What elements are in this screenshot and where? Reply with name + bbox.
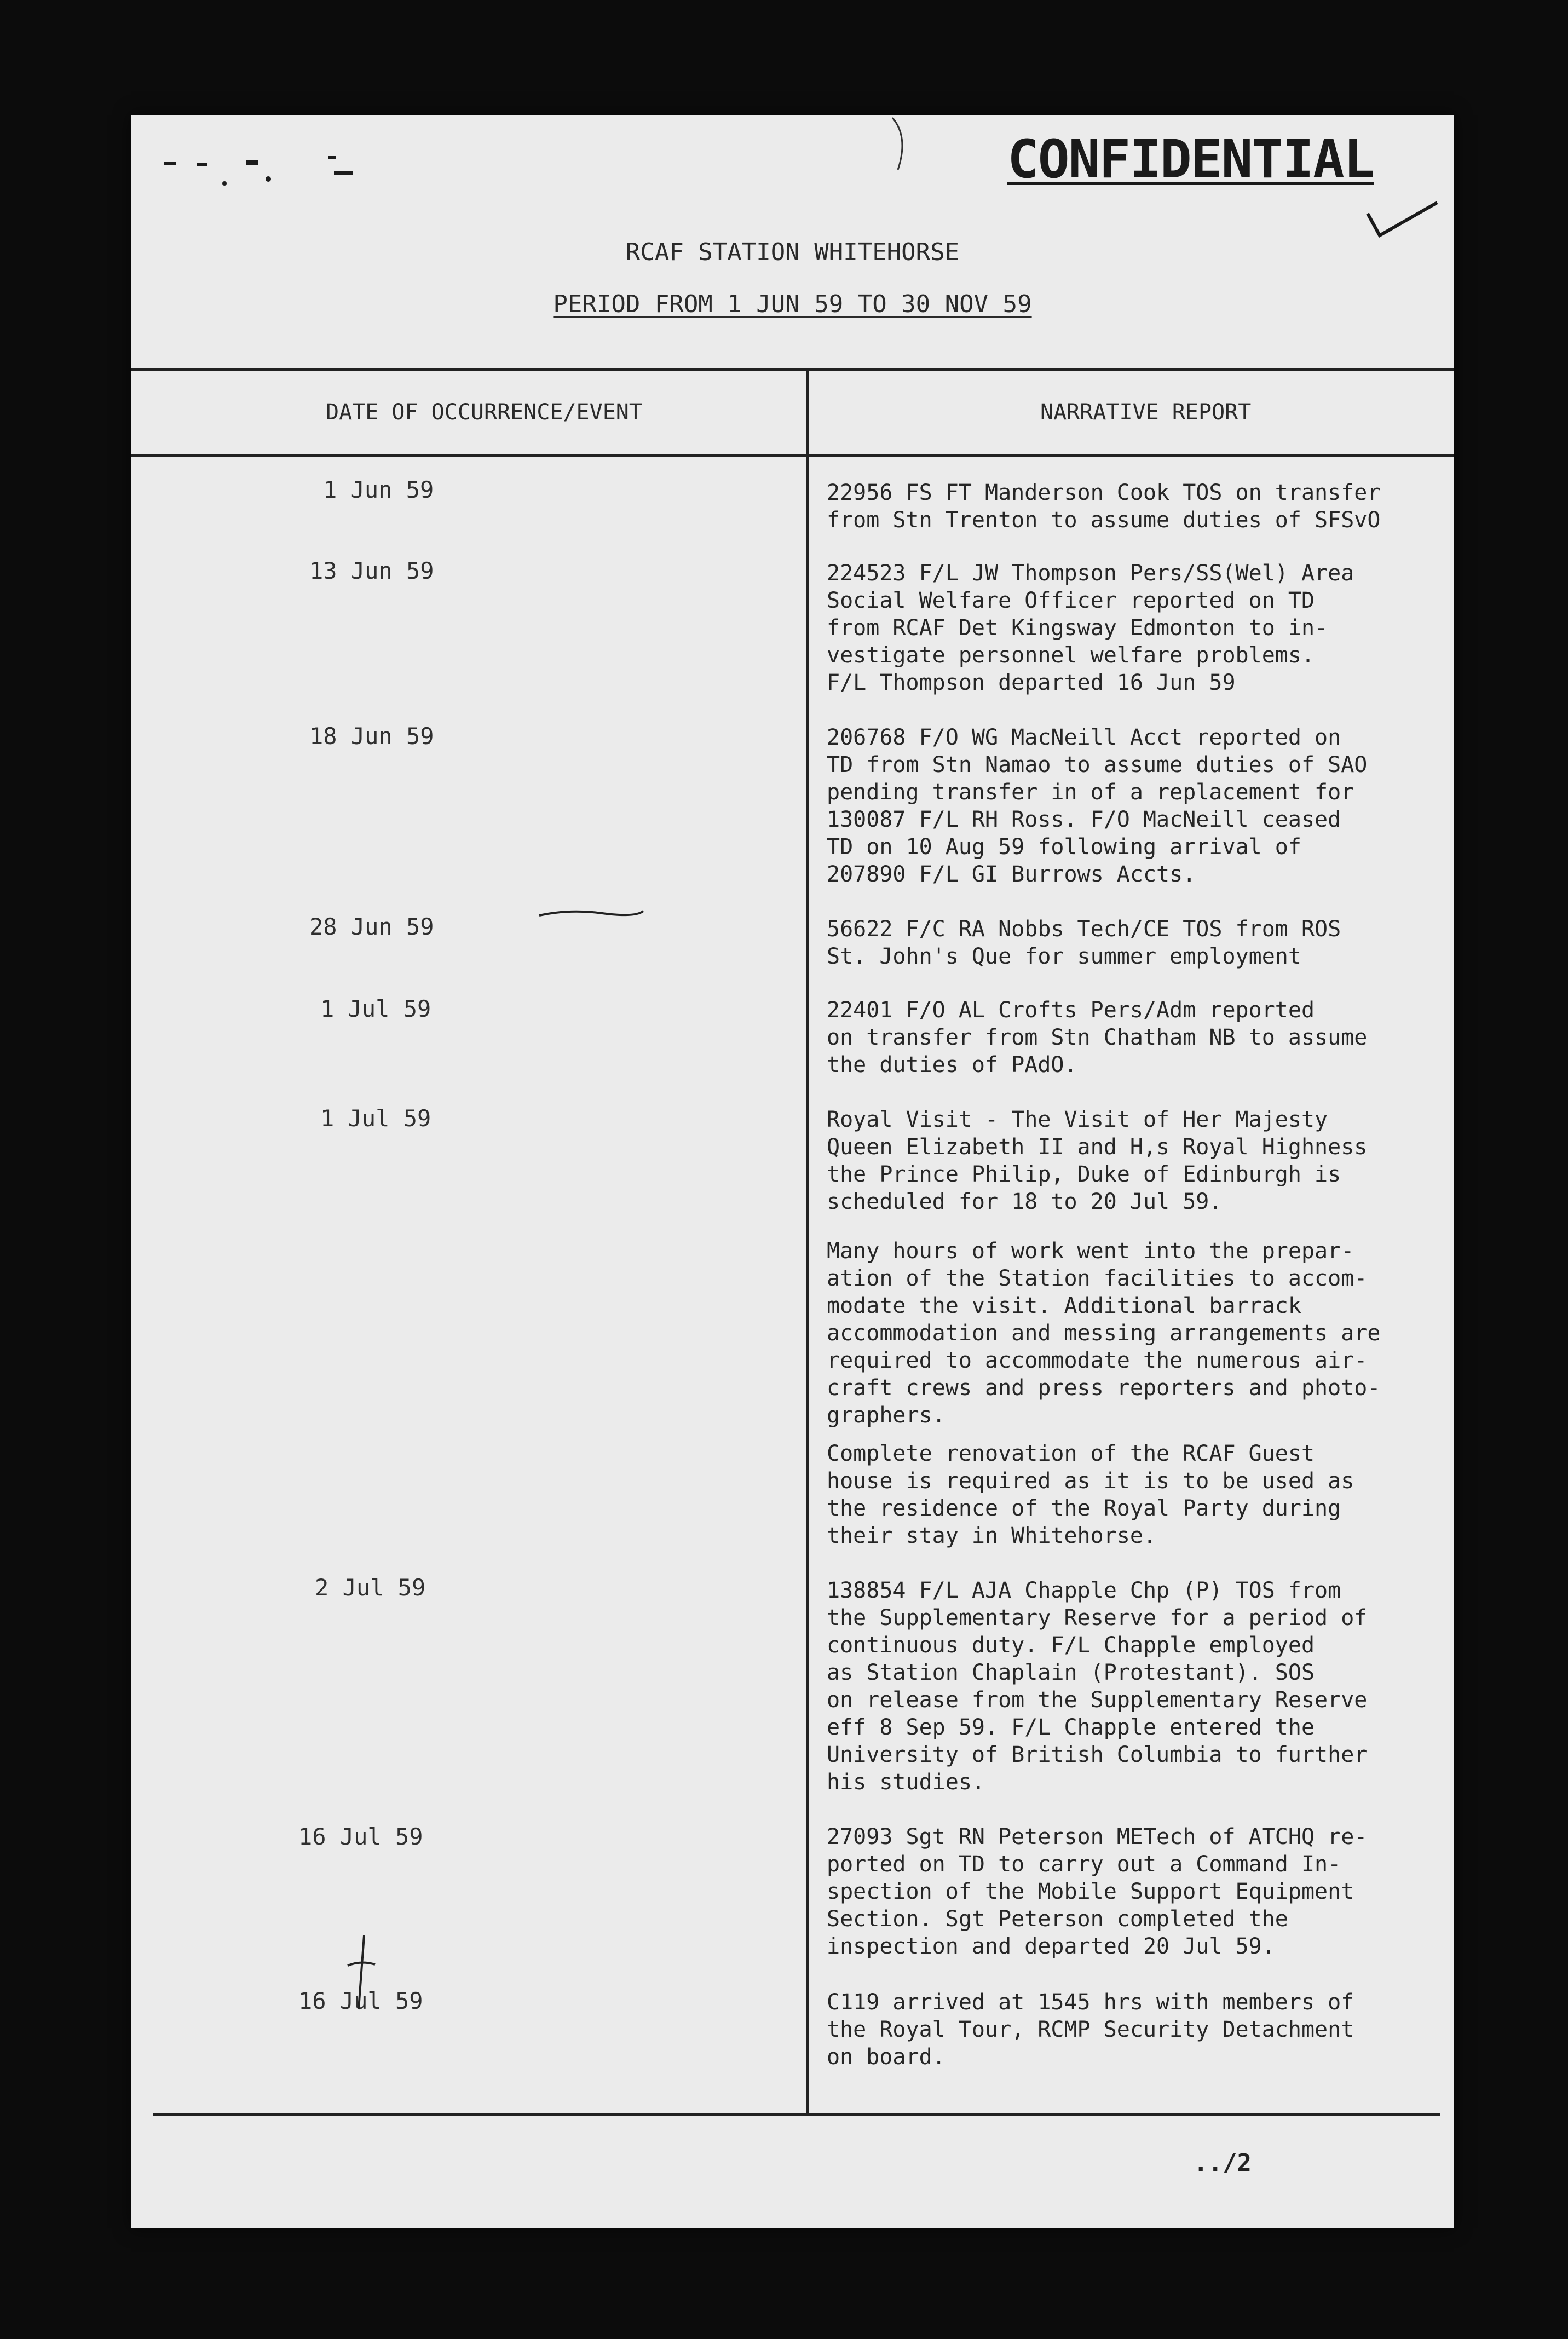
entry-date: 13 Jun 59 — [309, 557, 434, 584]
entry-narrative: 27093 Sgt RN Peterson METech of ATCHQ re- ported on TD to carry out a Command In- spection of the Mobile Support Equipment Section. Sgt Peterson completed the inspection and departed 20 Jul 59. — [827, 1824, 1368, 1959]
header-bottom-rule — [131, 454, 1454, 457]
entry-narrative: Many hours of work went into the prepar- ation of the Station facilities to accom- modate the visit. Additional barrack accommodation and messing arrangements are required to accommodate the numerous air- craft crews and press reporters and photo- graphers. — [827, 1238, 1381, 1428]
page-number: ../2 — [1194, 2149, 1252, 2177]
entry-date: 1 Jun 59 — [323, 476, 434, 503]
column-divider — [806, 368, 809, 2115]
entry-narrative: 206768 F/O WG MacNeill Acct reported on TD from Stn Namao to assume duties of SAO pending transfer in of a replacement for 130087 F/L RH Ross. F/O MacNeill ceased TD on 10 Aug 59 following arrival of 207890 F/L GI Burrows Accts. — [827, 725, 1368, 887]
entry-narrative: 138854 F/L AJA Chapple Chp (P) TOS from the Supplementary Reserve for a period of continuous duty. F/L Chapple employed as Station Chaplain (Protestant). SOS on release from the Supplementary Reserve eff 8 Sep 59. F/L Chapple entered the University of British Columbia to further his studies. — [827, 1578, 1368, 1795]
entry-date: 2 Jul 59 — [315, 1574, 426, 1601]
entry-date: 1 Jul 59 — [320, 1105, 431, 1132]
scan-artifact-marks — [164, 140, 449, 189]
entry-date: 16 Jul 59 — [298, 1823, 423, 1850]
document-page — [131, 115, 1454, 2228]
entry-date: 28 Jun 59 — [309, 913, 434, 940]
entry-narrative: 22401 F/O AL Crofts Pers/Adm reported on transfer from Stn Chatham NB to assume the duties of PAdO. — [827, 998, 1368, 1078]
entry-date: 16 Jul 59 — [298, 1987, 423, 2014]
column-header-narrative: NARRATIVE REPORT — [1040, 400, 1252, 425]
table-bottom-rule — [153, 2113, 1440, 2116]
entry-narrative: Royal Visit - The Visit of Her Majesty Queen Elizabeth II and H,s Royal Highness the Prince Philip, Duke of Edinburgh is scheduled for 18 to 20 Jul 59. — [827, 1107, 1368, 1214]
column-header-date: DATE OF OCCURRENCE/EVENT — [326, 400, 642, 425]
handwritten-scribble — [881, 115, 914, 175]
entry-narrative: 56622 F/C RA Nobbs Tech/CE TOS from ROS St. John's Que for summer employment — [827, 917, 1341, 969]
period-title: PERIOD FROM 1 JUN 59 TO 30 NOV 59 — [553, 290, 1032, 318]
confidential-stamp: CONFIDENTIAL — [1007, 129, 1374, 190]
station-title: RCAF STATION WHITEHORSE — [625, 238, 960, 266]
entry-date: 1 Jul 59 — [320, 995, 431, 1022]
check-mark — [1363, 192, 1440, 241]
entry-narrative: Complete renovation of the RCAF Guest house is required as it is to be used as the residence of the Royal Party during their stay in Whitehorse. — [827, 1441, 1354, 1548]
entry-date: 18 Jun 59 — [309, 723, 434, 750]
handwritten-scribble — [537, 903, 646, 925]
handwritten-scribble — [342, 1933, 381, 2015]
table-top-rule — [131, 368, 1454, 371]
entry-narrative: C119 arrived at 1545 hrs with members of the Royal Tour, RCMP Security Detachment on board. — [827, 1990, 1354, 2070]
entry-narrative: 224523 F/L JW Thompson Pers/SS(Wel) Area Social Welfare Officer reported on TD from RCAF Det Kingsway Edmonton to in- vestigate personnel welfare problems. F/L Thompson departed 16 Jun 59 — [827, 561, 1354, 695]
entry-narrative: 22956 FS FT Manderson Cook TOS on transfer from Stn Trenton to assume duties of SFSvO — [827, 480, 1381, 533]
